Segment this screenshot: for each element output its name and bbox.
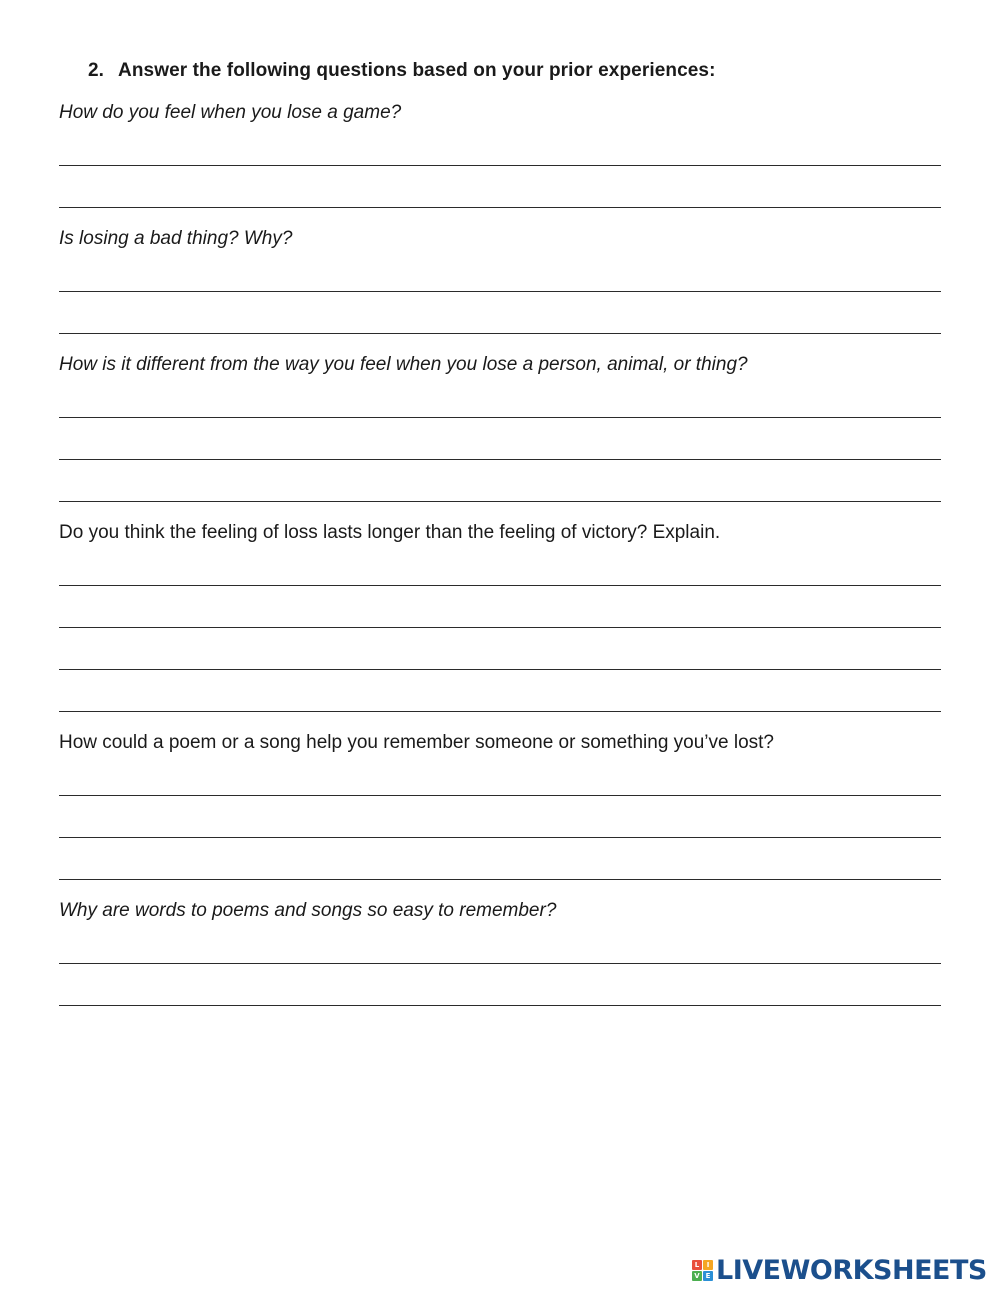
answer-line-3-3[interactable] xyxy=(59,476,941,502)
badge-letter-l: L xyxy=(692,1260,702,1270)
answer-line-5-1[interactable] xyxy=(59,770,941,796)
section-instruction: Answer the following questions based on your prior experiences: xyxy=(118,60,716,81)
liveworksheets-logo xyxy=(692,1254,987,1286)
badge-letter-e: E xyxy=(703,1271,713,1281)
answer-line-2-1[interactable] xyxy=(59,266,941,292)
question-1: How do you feel when you lose a game? xyxy=(59,102,402,123)
answer-line-1-2[interactable] xyxy=(59,182,941,208)
answer-line-5-3[interactable] xyxy=(59,854,941,880)
section-heading xyxy=(88,60,716,82)
answer-line-6-2[interactable] xyxy=(59,980,941,1006)
answer-line-6-1[interactable] xyxy=(59,938,941,964)
answer-line-4-3[interactable] xyxy=(59,644,941,670)
answer-line-1-1[interactable] xyxy=(59,140,941,166)
answer-line-4-4[interactable] xyxy=(59,686,941,712)
section-number: 2. xyxy=(88,60,105,81)
answer-line-2-2[interactable] xyxy=(59,308,941,334)
question-5: How could a poem or a song help you remember someone or something you’ve lost? xyxy=(59,732,774,753)
answer-line-3-1[interactable] xyxy=(59,392,941,418)
question-6: Why are words to poems and songs so easy to remember? xyxy=(59,900,557,921)
question-2: Is losing a bad thing? Why? xyxy=(59,228,293,249)
answer-line-3-2[interactable] xyxy=(59,434,941,460)
answer-line-4-1[interactable] xyxy=(59,560,941,586)
answer-line-4-2[interactable] xyxy=(59,602,941,628)
question-4: Do you think the feeling of loss lasts longer than the feeling of victory? Explain. xyxy=(59,522,721,543)
badge-letter-i: I xyxy=(703,1260,713,1270)
answer-line-5-2[interactable] xyxy=(59,812,941,838)
question-3: How is it different from the way you feel when you lose a person, animal, or thing? xyxy=(59,354,748,375)
badge-letter-v: V xyxy=(692,1271,702,1281)
logo-text: LIVEWORKSHEETS xyxy=(716,1254,987,1286)
live-badge-icon xyxy=(692,1260,713,1281)
